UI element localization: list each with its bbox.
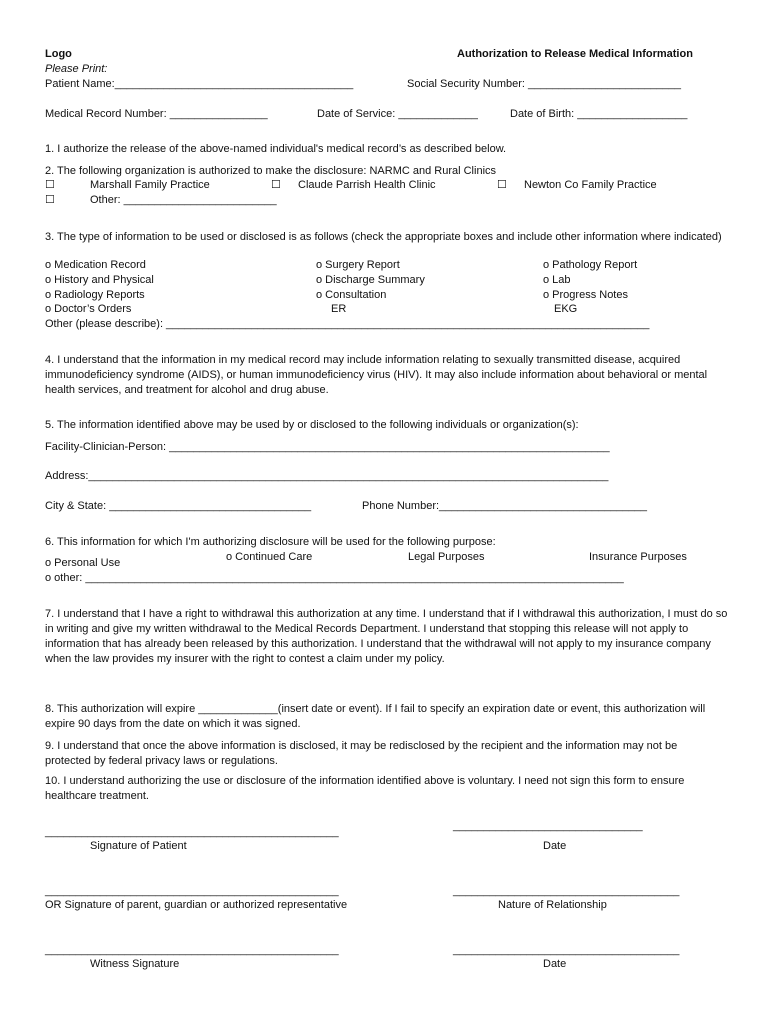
item-9-text: 9. I understand that once the above information is disclosed, it may be redisclosed by the recipient and the information may not be protected by federal privacy laws or regulations. [45, 740, 678, 767]
patient-date-line[interactable]: _______________________________ [453, 820, 643, 832]
option-progress-notes[interactable]: o Progress Notes [543, 289, 628, 301]
patient-signature-label: Signature of Patient [90, 840, 187, 852]
option-er[interactable]: ER [331, 303, 347, 315]
other-purpose-field[interactable]: o other: ________________________________________________________________________________________ [45, 572, 624, 584]
witness-date-line[interactable]: _____________________________________ [453, 944, 680, 956]
option-personal-use[interactable]: o Personal Use [45, 557, 121, 569]
checkbox-claude-parrish[interactable]: ☐ [271, 179, 281, 191]
relationship-label: Nature of Relationship [498, 899, 607, 911]
witness-date-label: Date [543, 958, 567, 970]
item-2-text: 2. The following organization is authorized to make the disclosure: NARMC and Rural Clinics [45, 165, 497, 177]
logo-placeholder: Logo [45, 48, 72, 60]
form-title: Authorization to Release Medical Information [457, 48, 693, 60]
option-lab[interactable]: o Lab [543, 274, 571, 286]
checkbox-newton-co[interactable]: ☐ [497, 179, 507, 191]
date-of-service-field[interactable]: Date of Service: _____________ [317, 108, 478, 120]
option-discharge-summary[interactable]: o Discharge Summary [316, 274, 425, 286]
representative-signature-label: OR Signature of parent, guardian or authorized representative [45, 899, 348, 911]
item-6-text: 6. This information for which I'm authorizing disclosure will be used for the following purpose: [45, 536, 496, 548]
address-field[interactable]: Address:_____________________________________________________________________________________ [45, 470, 609, 482]
item-8-text: 8. This authorization will expire _____________(insert date or event). If I fail to specify an expiration date or event, this authorization will expire 90 days from the date on which it was signed. [45, 703, 706, 730]
witness-signature-label: Witness Signature [90, 958, 180, 970]
option-continued-care[interactable]: o Continued Care [226, 551, 313, 563]
option-insurance-purposes[interactable]: Insurance Purposes [589, 551, 687, 563]
item-10-text: 10. I understand authorizing the use or disclosure of the information identified above is voluntary. I need not sign this form to ensure healthcare treatment. [45, 775, 685, 802]
item-5-text: 5. The information identified above may be used by or disclosed to the following individuals or organization(s): [45, 419, 579, 431]
city-state-field[interactable]: City & State: _________________________________ [45, 500, 312, 512]
checkbox-marshall[interactable]: ☐ [45, 179, 55, 191]
ssn-field[interactable]: Social Security Number: _________________________ [407, 78, 681, 90]
patient-date-label: Date [543, 840, 567, 852]
other-info-field[interactable]: Other (please describe): _______________________________________________________________________________ [45, 318, 650, 330]
option-claude-parrish-label: Claude Parrish Health Clinic [298, 179, 436, 191]
phone-number-field[interactable]: Phone Number:__________________________________ [362, 500, 648, 512]
representative-signature-line[interactable]: ________________________________________________ [45, 885, 339, 897]
item-4-text: 4. I understand that the information in my medical record may include information relating to sexually transmitted disease, acquired immunodeficiency syndrome (AIDS), or human immunodeficiency virus (HIV). It may also include information about behavioral or mental health services, and treatment for alcohol and drug abuse. [45, 354, 708, 396]
item-1-text: 1. I authorize the release of the above-named individual's medical record’s as described below. [45, 143, 507, 155]
option-medication-record[interactable]: o Medication Record [45, 259, 146, 271]
facility-clinician-field[interactable]: Facility-Clinician-Person: ________________________________________________________________________ [45, 441, 610, 453]
option-newton-co-label: Newton Co Family Practice [524, 179, 657, 191]
witness-signature-line[interactable]: ________________________________________________ [45, 944, 339, 956]
option-consultation[interactable]: o Consultation [316, 289, 387, 301]
medical-record-number-field[interactable]: Medical Record Number: ________________ [45, 108, 268, 120]
option-radiology-reports[interactable]: o Radiology Reports [45, 289, 145, 301]
option-history-physical[interactable]: o History and Physical [45, 274, 154, 286]
item-3-text: 3. The type of information to be used or disclosed is as follows (check the appropriate boxes and include other information where indicated) [45, 231, 722, 243]
option-marshall-label: Marshall Family Practice [90, 179, 210, 191]
date-of-birth-field[interactable]: Date of Birth: __________________ [510, 108, 688, 120]
please-print-label: Please Print: [45, 63, 108, 75]
option-doctors-orders[interactable]: o Doctor’s Orders [45, 303, 132, 315]
patient-name-field[interactable]: Patient Name:_______________________________________ [45, 78, 354, 90]
option-ekg[interactable]: EKG [554, 303, 578, 315]
patient-signature-line[interactable]: ________________________________________________ [45, 826, 339, 838]
option-pathology-report[interactable]: o Pathology Report [543, 259, 638, 271]
option-legal-purposes[interactable]: Legal Purposes [408, 551, 485, 563]
other-org-field[interactable]: Other: _________________________ [90, 194, 277, 206]
item-7-text: 7. I understand that I have a right to withdrawal this authorization at any time. I understand that if I withdrawal this authorization, I must do so in writing and give my written withdrawal to the Medical Records Department. I understand that stopping this release will not apply to information that has already been released by this authorization. I understand that the withdrawal will not apply to my insurance company when the law provides my insurer with the right to contest a claim under my policy. [45, 608, 728, 665]
option-surgery-report[interactable]: o Surgery Report [316, 259, 400, 271]
relationship-line[interactable]: _____________________________________ [453, 885, 680, 897]
checkbox-other-org[interactable]: ☐ [45, 194, 55, 206]
